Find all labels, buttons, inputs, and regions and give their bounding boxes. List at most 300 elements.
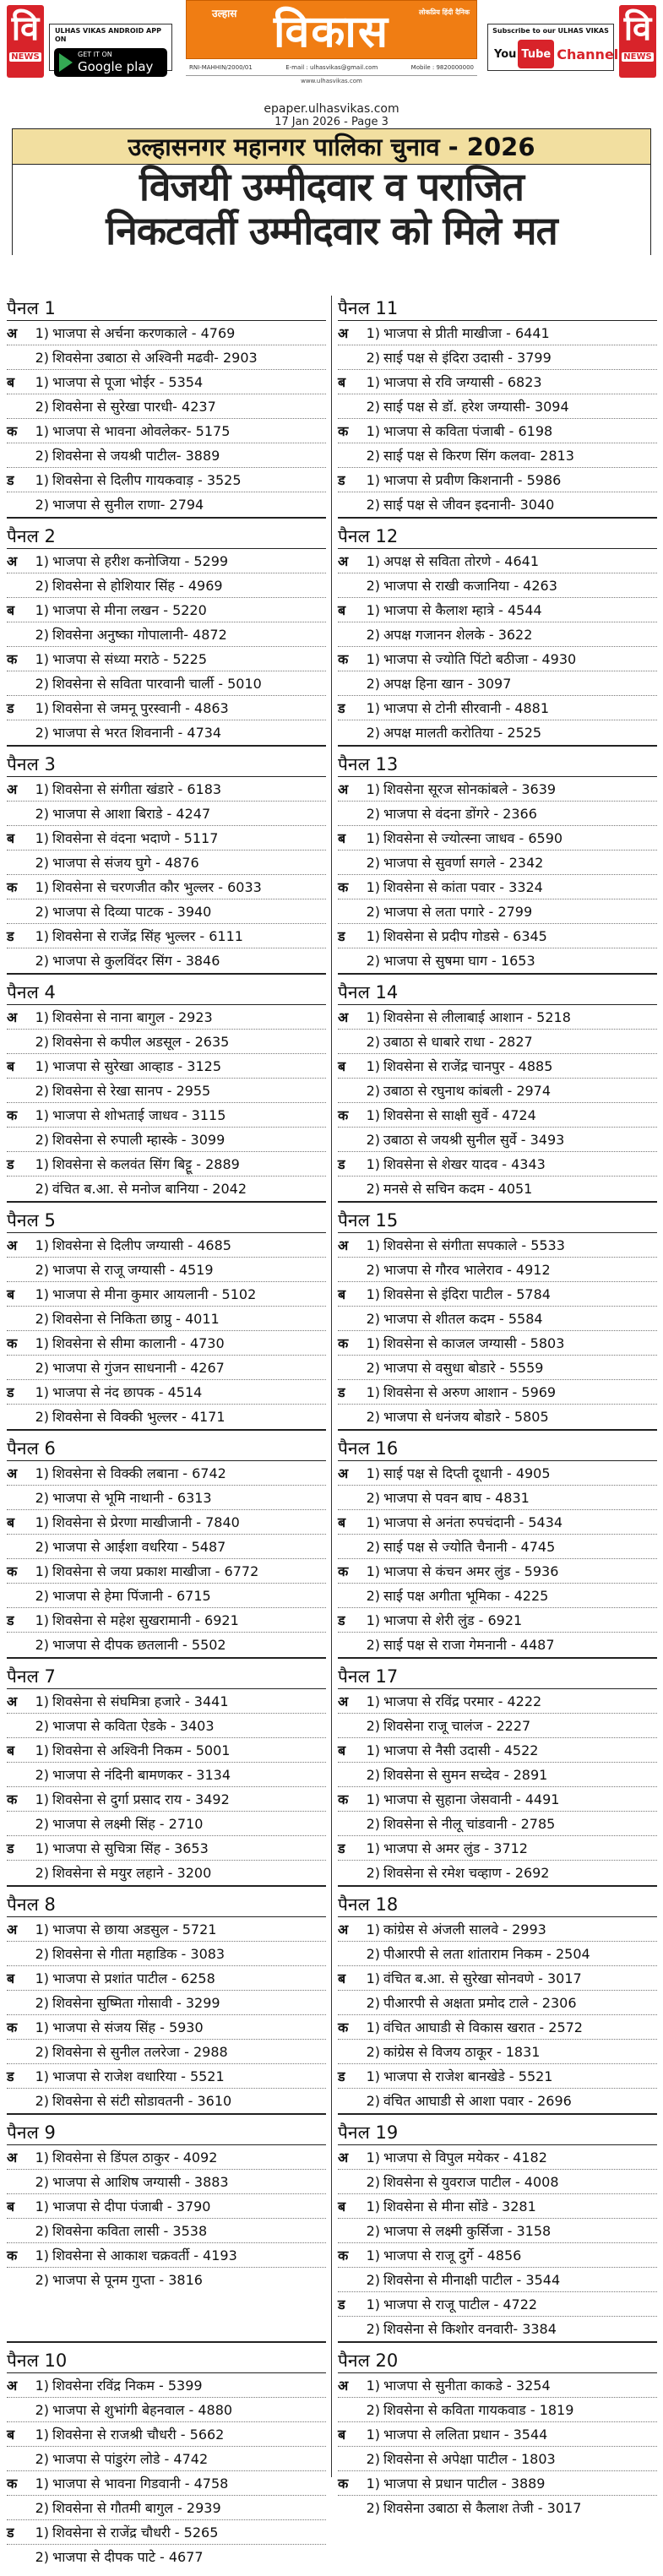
candidate-row: [7, 1331, 326, 1356]
ward-letter: [338, 2089, 358, 2113]
candidate-row: [7, 1486, 326, 1510]
candidate-votes: शिवसेना से साक्षी सुर्वे - 4724: [383, 1107, 536, 1123]
candidate-rank: 2): [35, 1262, 49, 1278]
candidate-row: [7, 1054, 326, 1079]
epaper-caption: [0, 91, 663, 128]
ward-letter: ड: [338, 1612, 345, 1628]
ward-letter: अ: [7, 781, 18, 797]
candidate-votes: भाजपा से लक्ष्मी कुर्सिजा - 3158: [383, 2223, 552, 2239]
candidate-votes: शिवसेना से संगीता सपकाले - 5533: [383, 1237, 565, 1253]
candidate-row: [7, 2170, 326, 2194]
candidate-rank: 2): [366, 1995, 380, 2011]
candidate-row: [7, 1177, 326, 1201]
candidate-rank: 2): [366, 2174, 380, 2190]
panel-title: पैनल 16: [338, 1436, 657, 1461]
epaper-site[interactable]: epaper.ulhasvikas.com: [264, 102, 399, 116]
ward-letter: [7, 1861, 27, 1885]
panel-block: [338, 2120, 657, 2343]
youtube-badge[interactable]: [492, 40, 619, 68]
candidate-rank: 1): [366, 1107, 380, 1123]
candidate-rank: 1): [366, 553, 380, 569]
candidate-row: [7, 875, 326, 899]
candidate-votes: भाजपा से नंद छापक - 4514: [52, 1384, 203, 1400]
candidate-rank: 2): [35, 1490, 49, 1506]
candidate-votes: भाजपा से प्रवीण किशनानी - 5986: [383, 472, 562, 488]
candidate-row: [338, 1152, 657, 1177]
ward-letter: [338, 2398, 358, 2421]
candidate-rank: 1): [366, 325, 380, 341]
candidate-votes: शिवसेना से गीता महाडिक - 3083: [52, 1946, 226, 1962]
candidate-rank: 1): [366, 1921, 380, 1937]
ward-letter: क: [338, 651, 349, 667]
candidate-rank: 1): [366, 1009, 380, 1025]
ward-letter: अ: [338, 1465, 349, 1481]
panel-block: [338, 2348, 657, 2571]
candidate-rank: 1): [366, 830, 380, 846]
panel-title: पैनल 3: [7, 752, 326, 777]
logo-letter: वि: [623, 8, 652, 48]
candidate-votes: भाजपा से शेरी लुंड - 6921: [383, 1612, 523, 1628]
candidate-row: [338, 394, 657, 419]
candidate-rank: 2): [35, 1311, 49, 1327]
panel-block: [7, 1208, 326, 1431]
candidate-votes: वंचित आघाडी से विकास खरात - 2572: [383, 2019, 583, 2035]
candidate-rank: 1): [35, 2475, 49, 2492]
candidate-votes: शिवसेना से संगीता खंडारे - 6183: [52, 781, 222, 797]
candidate-votes: भाजपा से हरीश कनोजिया - 5299: [52, 553, 229, 569]
panel-block: [338, 1208, 657, 1431]
candidate-row: [338, 720, 657, 745]
ward-letter: ड: [7, 700, 14, 716]
candidate-row: [7, 1861, 326, 1885]
candidate-row: [7, 1917, 326, 1942]
candidate-rank: 1): [35, 1465, 49, 1481]
candidate-row: [7, 1787, 326, 1812]
candidate-row: [338, 1054, 657, 1079]
ward-letter: [7, 2268, 27, 2292]
candidate-votes: शिवसेना राजू चालंज - 2227: [383, 1718, 531, 1734]
candidate-votes: भाजपा से रवि जग्यासी - 6823: [383, 374, 542, 390]
candidate-votes: शिवसेना से सुरेखा पारधी- 4237: [52, 399, 216, 415]
ward-letter: [7, 1942, 27, 1965]
candidate-row: [7, 2040, 326, 2064]
candidate-row: [338, 2243, 657, 2268]
website-url[interactable]: www.ulhasvikas.com: [301, 78, 362, 84]
candidate-votes: भाजपा से प्रीती माखीजा - 6441: [383, 325, 550, 341]
panel-block: [7, 1664, 326, 1887]
ward-letter: [7, 1128, 27, 1151]
ward-letter: ब: [7, 2198, 15, 2215]
candidate-rank: 1): [35, 553, 49, 569]
panel-block: [338, 980, 657, 1203]
candidate-votes: भाजपा से सुषमा घाग - 1653: [383, 953, 535, 969]
candidate-rank: 1): [366, 1612, 380, 1628]
candidate-votes: भाजपा से हेमा पिंजानी - 6715: [52, 1588, 211, 1604]
candidate-rank: 1): [35, 1107, 49, 1123]
ward-letter: ब: [338, 2198, 346, 2215]
candidate-row: [7, 1356, 326, 1380]
candidate-row: [7, 1282, 326, 1307]
ward-letter: अ: [7, 1921, 18, 1937]
candidate-rank: 2): [366, 1490, 380, 1506]
ward-letter: ब: [338, 830, 346, 846]
panel-results: [7, 296, 657, 2565]
ward-letter: [338, 1307, 358, 1330]
ward-letter: ड: [338, 928, 345, 944]
candidate-rank: 1): [35, 2378, 49, 2394]
candidate-votes: शिवसेना से विक्की भुल्लर - 4171: [52, 1409, 226, 1425]
candidate-row: [7, 622, 326, 647]
candidate-row: [338, 2422, 657, 2447]
candidate-rank: 1): [366, 2475, 380, 2492]
candidate-rank: 2): [35, 399, 49, 415]
candidate-rank: 1): [35, 651, 49, 667]
candidate-votes: भाजपा से लता पगारे - 2799: [383, 904, 533, 920]
ward-letter: [338, 1584, 358, 1607]
candidate-rank: 1): [366, 879, 380, 895]
candidate-rank: 2): [35, 1816, 49, 1832]
candidate-votes: शिवसेना से विक्की लबाना - 6742: [52, 1465, 226, 1481]
candidate-rank: 2): [366, 953, 380, 969]
candidate-votes: साई पक्ष से राजा गेमनानी - 4487: [383, 1637, 555, 1653]
candidate-votes: शिवसेना से किशोर वनवारी- 3384: [383, 2321, 557, 2337]
ward-letter: [338, 345, 358, 369]
ward-letter: [7, 2219, 27, 2242]
candidate-votes: भाजपा से राजू पाटील - 4722: [383, 2296, 538, 2312]
candidate-row: [7, 647, 326, 671]
ward-letter: [338, 2040, 358, 2063]
candidate-row: [338, 1486, 657, 1510]
ward-letter: [7, 671, 27, 695]
candidate-rank: 1): [35, 1058, 49, 1074]
candidate-row: [7, 1763, 326, 1787]
candidate-row: [338, 1307, 657, 1331]
candidate-rank: 2): [366, 1181, 380, 1197]
candidate-votes: शिवसेना से अश्विनी निकम - 5001: [52, 1742, 231, 1758]
candidate-votes: भाजपा से अनंता रुपचंदानी - 5434: [383, 1514, 563, 1530]
candidate-row: [338, 696, 657, 720]
ward-letter: [338, 2219, 358, 2242]
candidate-row: [338, 492, 657, 517]
candidate-votes: भाजपा से नंदिनी बामणकर - 3134: [52, 1767, 231, 1783]
candidate-rank: 2): [35, 2174, 49, 2190]
candidate-row: [7, 2496, 326, 2520]
ward-letter: [338, 671, 358, 695]
candidate-row: [7, 598, 326, 622]
candidate-votes: साई पक्ष से जीवन इदनानी- 3040: [383, 497, 555, 513]
ward-letter: [338, 1942, 358, 1965]
ward-letter: [7, 492, 27, 517]
ward-letter: [338, 1714, 358, 1737]
candidate-row: [338, 1461, 657, 1486]
candidate-row: [7, 1942, 326, 1966]
candidate-rank: 1): [35, 1009, 49, 1025]
candidate-row: [338, 1689, 657, 1714]
candidate-votes: शिवसेना से युवराज पाटील - 4008: [383, 2174, 559, 2190]
headline-line-1: विजयी उम्मीदवार व पराजित: [139, 164, 524, 209]
panel-title: पैनल 4: [7, 980, 326, 1005]
candidate-rank: 2): [366, 1946, 380, 1962]
ward-letter: [7, 1535, 27, 1558]
candidate-row: [7, 1405, 326, 1429]
candidate-rank: 2): [366, 2451, 380, 2467]
ward-letter: [338, 1535, 358, 1558]
candidate-votes: शिवसेना से जयश्री पाटील- 3889: [52, 448, 220, 464]
candidate-row: [338, 2471, 657, 2496]
candidate-rank: 2): [366, 2500, 380, 2516]
candidate-votes: शिवसेना से जमनू पुरस्वानी - 4863: [52, 700, 229, 716]
candidate-votes: कांग्रेस से अंजली सालवे - 2993: [383, 1921, 546, 1937]
candidate-rank: 2): [35, 1360, 49, 1376]
candidate-rank: 2): [35, 2223, 49, 2239]
candidate-row: [338, 1763, 657, 1787]
ward-letter: [7, 345, 27, 369]
candidate-rank: 1): [366, 602, 380, 618]
candidate-votes: भाजपा से कविता ऐडके - 3403: [52, 1718, 215, 1734]
candidate-votes: भाजपा से पांडुरंग लोडे - 4742: [52, 2451, 209, 2467]
candidate-votes: उबाठा से जयश्री सुनील सुर्वे - 3493: [383, 1132, 565, 1148]
panel-title: पैनल 18: [338, 1892, 657, 1917]
panel-title: पैनल 2: [7, 524, 326, 549]
panel-block: [338, 1892, 657, 2115]
ward-letter: [7, 443, 27, 467]
candidate-row: [338, 1005, 657, 1030]
ward-letter: [338, 1079, 358, 1102]
panel-title: पैनल 5: [7, 1208, 326, 1233]
candidate-rank: 2): [366, 725, 380, 741]
candidate-votes: भाजपा से अमर लुंड - 3712: [383, 1840, 528, 1856]
candidate-rank: 2): [366, 1360, 380, 1376]
candidate-row: [338, 1861, 657, 1885]
candidate-row: [338, 777, 657, 802]
candidate-rank: 1): [35, 1840, 49, 1856]
ward-letter: क: [7, 1335, 18, 1351]
ward-letter: अ: [7, 1465, 18, 1481]
candidate-row: [7, 1461, 326, 1486]
candidate-row: [338, 1584, 657, 1608]
ward-letter: ब: [338, 374, 346, 390]
candidate-row: [7, 720, 326, 745]
ward-letter: [338, 443, 358, 467]
candidate-rank: 1): [35, 2247, 49, 2264]
candidate-rank: 2): [366, 1865, 380, 1881]
candidate-votes: शिवसेना से वंदना भदाणे - 5117: [52, 830, 219, 846]
candidate-votes: भाजपा से दीपक छतलानी - 5502: [52, 1637, 226, 1653]
candidate-rank: 2): [35, 2402, 49, 2418]
candidate-row: [338, 924, 657, 948]
candidate-votes: भाजपा से भरत शिवनानी - 4734: [52, 725, 222, 741]
ward-letter: क: [7, 1107, 18, 1123]
candidate-rank: 2): [366, 1311, 380, 1327]
candidate-row: [338, 345, 657, 370]
panel-block: [7, 524, 326, 747]
contact-email: E-mail : ulhasvikas@gmail.com: [285, 63, 378, 71]
ward-letter: [7, 948, 27, 973]
candidate-rank: 2): [366, 350, 380, 366]
ward-letter: [338, 851, 358, 874]
candidate-rank: 2): [35, 2044, 49, 2060]
google-play-icon: [59, 53, 73, 72]
ward-letter: ड: [7, 2068, 14, 2084]
candidate-votes: भाजपा से दिव्या पाटक - 3940: [52, 904, 212, 920]
candidate-votes: भाजपा से गौरव भालेराव - 4912: [383, 1262, 551, 1278]
candidate-row: [7, 1380, 326, 1405]
ward-letter: क: [338, 2247, 349, 2264]
ward-letter: [7, 1584, 27, 1607]
candidate-rank: 2): [35, 2093, 49, 2109]
candidate-rank: 2): [35, 1034, 49, 1050]
candidate-votes: शिवसेना से सविता पारवानी चार्ली - 5010: [52, 676, 262, 692]
ward-letter: ड: [7, 1156, 14, 1172]
candidate-votes: भाजपा से रविंद्र परमार - 4222: [383, 1693, 542, 1709]
candidate-row: [7, 1608, 326, 1633]
candidate-rank: 2): [35, 2500, 49, 2516]
candidate-rank: 2): [366, 448, 380, 464]
candidate-votes: शिवसेना सुष्मिता गोसावी - 3299: [52, 1995, 220, 2011]
panel-block: [7, 296, 326, 519]
candidate-rank: 1): [35, 1156, 49, 1172]
candidate-row: [338, 899, 657, 924]
candidate-row: [7, 2471, 326, 2496]
candidate-row: [338, 443, 657, 468]
candidate-row: [7, 2520, 326, 2545]
candidate-row: [7, 1233, 326, 1258]
candidate-votes: भाजपा से राखी कजानिया - 4263: [383, 578, 557, 594]
candidate-rank: 1): [35, 700, 49, 716]
candidate-row: [338, 1233, 657, 1258]
ward-letter: क: [338, 1335, 349, 1351]
ward-letter: [338, 1861, 358, 1885]
candidate-rank: 1): [366, 2378, 380, 2394]
panel-title: पैनल 20: [338, 2348, 657, 2373]
candidate-rank: 2): [366, 1718, 380, 1734]
candidate-rank: 1): [366, 2296, 380, 2312]
newspaper-nameplate: [186, 0, 477, 91]
candidate-votes: शिवसेना से कलवंत सिंग बिट्टू - 2889: [52, 1156, 240, 1172]
panel-title: पैनल 11: [338, 296, 657, 321]
candidate-rank: 2): [35, 1181, 49, 1197]
youtube-channel-button[interactable]: [487, 24, 619, 71]
candidate-row: [338, 1633, 657, 1657]
candidate-row: [338, 1405, 657, 1429]
ward-letter: क: [7, 1791, 18, 1807]
ward-letter: ब: [338, 602, 346, 618]
candidate-votes: भाजपा से सुहाना जेसवानी - 4491: [383, 1791, 560, 1807]
candidate-rank: 1): [35, 1612, 49, 1628]
candidate-row: [338, 419, 657, 443]
youtube-you-label: You: [492, 40, 518, 68]
candidate-row: [7, 370, 326, 394]
candidate-votes: शिवसेना से गौतमी बागुल - 2939: [52, 2500, 221, 2516]
panel-title: पैनल 10: [7, 2348, 326, 2373]
candidate-row: [7, 1510, 326, 1535]
ward-letter: क: [7, 879, 18, 895]
candidate-votes: शिवसेना से मयुर लहाने - 3200: [52, 1865, 212, 1881]
candidate-row: [7, 1584, 326, 1608]
candidate-row: [338, 875, 657, 899]
candidate-row: [338, 802, 657, 826]
candidate-votes: शिवसेना से होशियार सिंह - 4969: [52, 578, 223, 594]
vikas-news-logo-right[interactable]: [619, 5, 656, 78]
logo-news-label: NEWS: [622, 52, 654, 62]
ward-letter: [7, 2170, 27, 2193]
candidate-row: [338, 1917, 657, 1942]
google-play-button[interactable]: [49, 24, 172, 74]
candidate-rank: 1): [366, 651, 380, 667]
candidate-row: [7, 2398, 326, 2422]
candidate-votes: भाजपा से शीतल कदम - 5584: [383, 1311, 543, 1327]
candidate-rank: 2): [35, 448, 49, 464]
ward-letter: ड: [7, 1840, 14, 1856]
ward-letter: [7, 2040, 27, 2063]
candidate-row: [7, 851, 326, 875]
candidate-votes: अपक्ष मालती करोतिया - 2525: [383, 725, 542, 741]
candidate-row: [338, 826, 657, 851]
google-play-label: Google play: [78, 59, 154, 74]
panel-block: [338, 752, 657, 975]
ward-letter: [338, 1258, 358, 1281]
candidate-row: [7, 419, 326, 443]
ward-letter: [338, 1405, 358, 1429]
ward-letter: ब: [7, 1742, 15, 1758]
candidate-row: [338, 1559, 657, 1584]
candidate-row: [338, 1738, 657, 1763]
panel-block: [338, 1664, 657, 1887]
candidate-rank: 1): [35, 928, 49, 944]
candidate-row: [7, 2145, 326, 2170]
google-play-badge[interactable]: [54, 48, 167, 77]
candidate-row: [338, 1812, 657, 1836]
candidate-row: [7, 1307, 326, 1331]
youtube-channel-label: Channel: [557, 46, 619, 62]
ward-letter: ड: [7, 2524, 14, 2541]
candidate-votes: भाजपा से सुनीता काकडे - 3254: [383, 2378, 551, 2394]
candidate-votes: भाजपा से दीपा पंजाबी - 3790: [52, 2198, 211, 2215]
candidate-row: [7, 2064, 326, 2089]
candidate-row: [7, 802, 326, 826]
panel-title: पैनल 9: [7, 2120, 326, 2145]
ward-letter: अ: [338, 1009, 349, 1025]
ward-letter: [338, 622, 358, 646]
candidate-votes: वंचित आघाडी से आशा पवार - 2696: [383, 2093, 572, 2109]
candidate-votes: भाजपा से आशा बिराडे - 4247: [52, 806, 211, 822]
candidate-votes: भाजपा से धनंजय बोडारे - 5805: [383, 1409, 549, 1425]
app-promo-text: ULHAS VIKAS ANDROID APP ON: [55, 27, 161, 43]
candidate-rank: 1): [35, 1384, 49, 1400]
candidate-votes: भाजपा से दीपक पाटे - 4677: [52, 2549, 204, 2565]
ward-letter: [7, 1258, 27, 1281]
candidate-rank: 2): [35, 1995, 49, 2011]
ward-letter: ड: [338, 2296, 345, 2312]
ward-letter: ब: [7, 1058, 15, 1074]
logo-letter: वि: [11, 8, 40, 48]
candidate-rank: 2): [35, 2549, 49, 2565]
candidate-votes: भाजपा से भूमि नाथानी - 6313: [52, 1490, 212, 1506]
candidate-votes: शिवसेना से शेखर यादव - 4343: [383, 1156, 546, 1172]
nameplate-info-strip: [186, 59, 477, 76]
candidate-votes: शिवसेना से नाना बागुल - 2923: [52, 1009, 213, 1025]
candidate-rank: 2): [366, 1588, 380, 1604]
ward-letter: अ: [338, 2149, 349, 2166]
ward-letter: [338, 1991, 358, 2014]
candidate-row: [7, 826, 326, 851]
vikas-news-logo-left[interactable]: [7, 5, 44, 78]
candidate-votes: शिवसेना से दिलीप गायकवाड़ - 3525: [52, 472, 242, 488]
candidate-row: [338, 468, 657, 492]
candidate-votes: भाजपा से गुंजन साधनानी - 4267: [52, 1360, 225, 1376]
candidate-votes: भाजपा से पूजा भोईर - 5354: [52, 374, 204, 390]
candidate-votes: भाजपा से भावना गिडवानी - 4758: [52, 2475, 229, 2492]
